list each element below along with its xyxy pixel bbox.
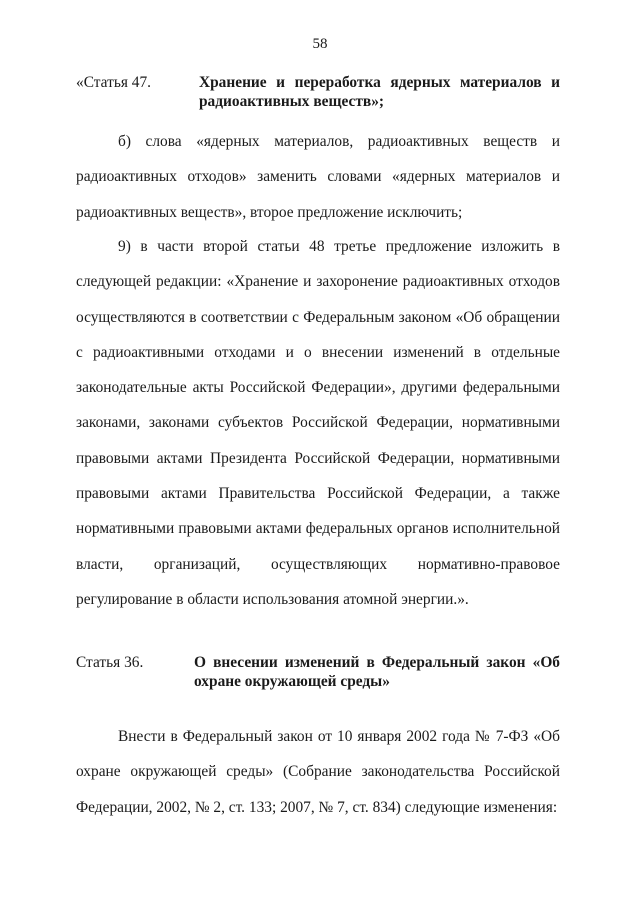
paragraph-b-text: б) слова «ядерных материалов, радиоактивных веществ и радиоактивных отходов» заменить словами «ядерных материалов и радиоактивных веществ», второе предложение исключить; <box>76 133 560 221</box>
paragraph-9 <box>76 229 560 617</box>
article-47-number: «Статья 47. <box>76 74 152 91</box>
article-47-heading <box>76 73 560 111</box>
intro-paragraph-text: Внести в Федеральный закон от 10 января 2002 года № 7-ФЗ «Об охране окружающей среды» (Собрание законодательства Российской Федерации, 2002, № 2, ст. 133; 2007, № 7, ст. 834) следующие изменения: <box>76 728 560 816</box>
article-36-heading <box>76 653 560 691</box>
article-36-number: Статья 36. <box>76 654 144 671</box>
page-number: 58 <box>312 36 328 52</box>
paragraph-b <box>76 124 560 230</box>
article-47-title: Хранение и переработка ядерных материалов и радиоактивных веществ»; <box>199 74 560 110</box>
paragraph-9-text: 9) в части второй статьи 48 третье предложение изложить в следующей редакции: «Хранение и захоронение радиоактивных отходов осуществляются в соответствии с Федеральным законом «Об обращении с радиоактивными отходами и о внесении изменений в отдельные законодательные акты Российской Федерации», другими федеральными законами, законами субъектов Российской Федерации, нормативными правовыми актами Президента Российской Федерации, нормативными правовыми актами Правительства Российской Федерации, а также нормативными правовыми актами федеральных органов исполнительной власти, организаций, осуществляющих нормативно-правовое регулирование в области использования атомной энергии.». <box>76 238 560 608</box>
intro-paragraph <box>76 719 560 825</box>
article-36-title: О внесении изменений в Федеральный закон «Об охране окружающей среды» <box>194 654 560 690</box>
